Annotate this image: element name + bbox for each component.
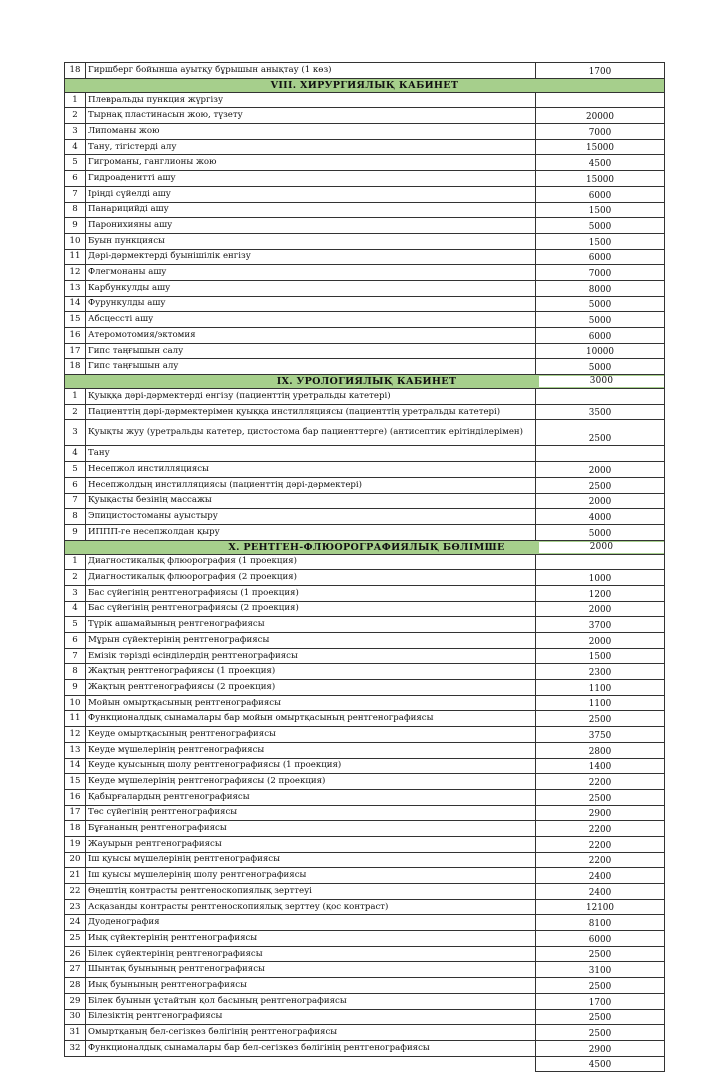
price-cell: 1100	[536, 680, 665, 696]
table-row	[65, 962, 665, 978]
service-name: Іріңді сүйелді ашу	[86, 186, 536, 202]
service-name: Пациенттің дәрі-дәрмектерімен қуыққа инстилляциясы (пациенттің уретральды катетері)	[86, 404, 536, 420]
price-cell: 1200	[536, 585, 665, 601]
service-name: Іш қуысы мүшелерінің рентгенографиясы	[86, 852, 536, 868]
row-number: 4	[65, 601, 86, 617]
row-number: 6	[65, 633, 86, 649]
table-row	[65, 218, 665, 234]
row-number: 5	[65, 617, 86, 633]
table-row	[65, 774, 665, 790]
price-cell: 6000	[536, 328, 665, 344]
price-cell: 2000	[536, 601, 665, 617]
row-number: 13	[65, 742, 86, 758]
service-name: Карбункулды ашу	[86, 280, 536, 296]
price-cell: 20000	[536, 108, 665, 124]
service-name: Эпицистостоманы ауыстыру	[86, 509, 536, 525]
service-name: ИППП-ге несепжолдан қыру	[86, 524, 536, 540]
row-number: 3	[65, 124, 86, 140]
service-name: Кеуде мүшелерінің рентгенографиясы (2 проекция)	[86, 774, 536, 790]
service-name: Дуоденография	[86, 915, 536, 931]
row-number: 9	[65, 680, 86, 696]
row-number: 12	[65, 265, 86, 281]
service-name: Шынтақ буынының рентгенографиясы	[86, 962, 536, 978]
table-row	[65, 202, 665, 218]
row-number: 2	[65, 570, 86, 586]
row-number: 15	[65, 774, 86, 790]
table-row	[65, 884, 665, 900]
price-cell: 1100	[536, 695, 665, 711]
price-cell: 5000	[536, 524, 665, 540]
table-row	[65, 617, 665, 633]
table-row	[65, 446, 665, 462]
price-cell: 2800	[536, 742, 665, 758]
service-name: Өңештің контрасты рентгеноскопиялық зерттеуі	[86, 884, 536, 900]
price-cell: 6000	[536, 249, 665, 265]
section-title-text: IX. УРОЛОГИЯЛЫҚ КАБИНЕТ	[276, 376, 457, 388]
table-row	[65, 389, 665, 405]
price-cell: 10000	[536, 343, 665, 359]
row-number: 14	[65, 296, 86, 312]
row-number: 8	[65, 509, 86, 525]
price-cell: 1400	[536, 758, 665, 774]
price-cell: 2200	[536, 852, 665, 868]
service-name: Дәрі-дәрмектерді буынішілік енгізу	[86, 249, 536, 265]
service-name: Іш қуысы мүшелерінің шолу рентгенографиясы	[86, 868, 536, 884]
row-number: 18	[65, 821, 86, 837]
row-number: 12	[65, 727, 86, 743]
table-row	[65, 946, 665, 962]
price-cell: 2000	[536, 493, 665, 509]
table-row	[65, 648, 665, 664]
row-number: 9	[65, 218, 86, 234]
table-row	[65, 711, 665, 727]
service-name: Төс сүйегінің рентгенографиясы	[86, 805, 536, 821]
table-row	[65, 789, 665, 805]
table-row	[65, 63, 665, 79]
price-cell: 1700	[536, 993, 665, 1009]
service-name: Диагностикалық флюорография (1 проекция)	[86, 554, 536, 570]
table-row	[65, 758, 665, 774]
service-name: Флегмонаны ашу	[86, 265, 536, 281]
table-row	[65, 509, 665, 525]
service-name: Диагностикалық флюорография (2 проекция)	[86, 570, 536, 586]
row-number: 4	[65, 446, 86, 462]
row-number: 11	[65, 711, 86, 727]
service-name: Жақтың рентгенографиясы (2 проекция)	[86, 680, 536, 696]
price-cell: 3500	[536, 404, 665, 420]
row-number: 20	[65, 852, 86, 868]
row-number: 32	[65, 1040, 86, 1056]
price-cell: 4000	[536, 509, 665, 525]
price-cell: 4500	[536, 1056, 665, 1072]
table-row	[65, 312, 665, 328]
table-row	[65, 1009, 665, 1025]
row-number: 5	[65, 462, 86, 478]
price-cell: 2300	[536, 664, 665, 680]
table-row	[65, 328, 665, 344]
row-number: 15	[65, 312, 86, 328]
service-name: Тану, тігістерді алу	[86, 139, 536, 155]
table-row	[65, 493, 665, 509]
service-name: Түрік ашамайының рентгенографиясы	[86, 617, 536, 633]
service-name: Атеромотомия/эктомия	[86, 328, 536, 344]
service-name: Жауырын рентгенографиясы	[86, 836, 536, 852]
service-name: Кеуде мүшелерінің рентгенографиясы	[86, 742, 536, 758]
row-number: 11	[65, 249, 86, 265]
price-cell: 2500	[536, 1009, 665, 1025]
row-number: 1	[65, 389, 86, 405]
price-cell: 15000	[536, 139, 665, 155]
section-header-row	[65, 540, 665, 554]
service-name: Тырнақ пластинасын жою, түзету	[86, 108, 536, 124]
row-number: 9	[65, 524, 86, 540]
table-row	[65, 601, 665, 617]
table-row	[65, 233, 665, 249]
row-number: 21	[65, 868, 86, 884]
table-row	[65, 524, 665, 540]
service-name: Панарицийді ашу	[86, 202, 536, 218]
price-cell: 1000	[536, 570, 665, 586]
price-table	[64, 62, 665, 1072]
table-row	[65, 805, 665, 821]
row-number: 14	[65, 758, 86, 774]
row-number: 23	[65, 899, 86, 915]
price-cell: 2500	[536, 477, 665, 493]
service-name: Гипс таңғышын алу	[86, 359, 536, 375]
row-number: 18	[65, 63, 86, 79]
table-row	[65, 554, 665, 570]
row-number: 7	[65, 493, 86, 509]
price-cell: 2500	[536, 978, 665, 994]
row-number: 27	[65, 962, 86, 978]
table-row	[65, 477, 665, 493]
price-cell: 2500	[536, 789, 665, 805]
price-cell: 7000	[536, 265, 665, 281]
service-name: Қуыққа дәрі-дәрмектерді енгізу (пациенттің уретральды катетері)	[86, 389, 536, 405]
service-name: Білезіктің рентгенографиясы	[86, 1009, 536, 1025]
table-row	[65, 742, 665, 758]
price-cell: 2000	[536, 462, 665, 478]
table-row	[65, 931, 665, 947]
price-cell: 2400	[536, 868, 665, 884]
service-name: Функционалдық сынамалары бар бел-сегізкөз бөлігінің рентгенографиясы	[86, 1040, 536, 1056]
row-number: 7	[65, 648, 86, 664]
table-row	[65, 124, 665, 140]
row-number: 24	[65, 915, 86, 931]
row-number: 16	[65, 789, 86, 805]
price-cell	[536, 554, 665, 570]
row-number: 5	[65, 155, 86, 171]
price-cell: 3100	[536, 962, 665, 978]
service-name: Тану	[86, 446, 536, 462]
row-number: 17	[65, 805, 86, 821]
table-row	[65, 836, 665, 852]
service-name: Несепжол инстилляциясы	[86, 462, 536, 478]
row-number: 1	[65, 92, 86, 108]
service-name: Кеуде қуысының шолу рентгенографиясы (1 проекция)	[86, 758, 536, 774]
row-number: 25	[65, 931, 86, 947]
price-cell: 3700	[536, 617, 665, 633]
price-cell: 3750	[536, 727, 665, 743]
section-header-row	[65, 375, 665, 389]
service-name: Мойын омыртқасының рентгенографиясы	[86, 695, 536, 711]
price-cell: 4500	[536, 155, 665, 171]
service-name: Бұғананың рентгенографиясы	[86, 821, 536, 837]
service-name: Паронихияны ашу	[86, 218, 536, 234]
price-cell: 5000	[536, 218, 665, 234]
price-cell: 6000	[536, 186, 665, 202]
table-row	[65, 343, 665, 359]
price-cell: 1500	[536, 233, 665, 249]
table-row	[65, 899, 665, 915]
row-number: 31	[65, 1025, 86, 1041]
price-cell: 2000	[536, 633, 665, 649]
service-name: Буын пункциясы	[86, 233, 536, 249]
row-number: 17	[65, 343, 86, 359]
service-name: Гидроаденитті ашу	[86, 171, 536, 187]
row-number: 1	[65, 554, 86, 570]
price-cell: 15000	[536, 171, 665, 187]
row-number: 29	[65, 993, 86, 1009]
service-name: Иық буынының рентгенографиясы	[86, 978, 536, 994]
price-cell: 2500	[536, 946, 665, 962]
price-cell	[536, 389, 665, 405]
service-name: Білек сүйектерінің рентгенографиясы	[86, 946, 536, 962]
table-row	[65, 585, 665, 601]
service-name: Қабырғалардың рентгенографиясы	[86, 789, 536, 805]
service-name: Асқазанды контрасты рентгеноскопиялық зерттеу (қос контраст)	[86, 899, 536, 915]
table-row	[65, 664, 665, 680]
price-cell: 2500	[536, 420, 665, 446]
section-title	[65, 375, 665, 389]
service-name: Қуықасты безінің массажы	[86, 493, 536, 509]
price-cell: 2200	[536, 774, 665, 790]
price-cell: 2400	[536, 884, 665, 900]
row-number: 2	[65, 108, 86, 124]
service-name: Омыртқаның бел-сегізкөз бөлігінің рентгенографиясы	[86, 1025, 536, 1041]
table-row	[65, 993, 665, 1009]
table-row	[65, 108, 665, 124]
table-row	[65, 915, 665, 931]
service-name: Кеуде омыртқасының рентгенографиясы	[86, 727, 536, 743]
table-row	[65, 359, 665, 375]
service-name: Фурункулды ашу	[86, 296, 536, 312]
row-number: 13	[65, 280, 86, 296]
row-number: 10	[65, 233, 86, 249]
row-number: 8	[65, 664, 86, 680]
service-name: Мұрын сүйектерінің рентгенографиясы	[86, 633, 536, 649]
row-number: 10	[65, 695, 86, 711]
service-name: Несепжолдың инстилляциясы (пациенттің дәрі-дәрмектері)	[86, 477, 536, 493]
table-row	[65, 171, 665, 187]
price-cell: 1700	[536, 63, 665, 79]
price-cell: 1500	[536, 648, 665, 664]
service-name: Гипс таңғышын салу	[86, 343, 536, 359]
row-number: 19	[65, 836, 86, 852]
row-number: 3	[65, 420, 86, 446]
row-number: 6	[65, 477, 86, 493]
price-cell: 6000	[536, 931, 665, 947]
price-cell: 5000	[536, 312, 665, 328]
row-number: 30	[65, 1009, 86, 1025]
table-row	[65, 296, 665, 312]
price-cell: 8000	[536, 280, 665, 296]
table-row	[65, 868, 665, 884]
row-number: 7	[65, 186, 86, 202]
service-name: Бас сүйегінің рентгенографиясы (1 проекция)	[86, 585, 536, 601]
service-name: Функционалдық сынамалары бар мойын омыртқасының рентгенографиясы	[86, 711, 536, 727]
row-number: 6	[65, 171, 86, 187]
table-row	[65, 1040, 665, 1056]
table-row	[65, 139, 665, 155]
service-name: Бас сүйегінің рентгенографиясы (2 проекция)	[86, 601, 536, 617]
price-cell	[536, 446, 665, 462]
price-cell: 2500	[536, 711, 665, 727]
price-cell: 1500	[536, 202, 665, 218]
table-row	[65, 695, 665, 711]
table-row	[65, 821, 665, 837]
table-row	[65, 420, 665, 446]
row-number: 22	[65, 884, 86, 900]
price-cell: 2900	[536, 1040, 665, 1056]
table-row	[65, 978, 665, 994]
price-cell: 8100	[536, 915, 665, 931]
price-cell: 5000	[536, 296, 665, 312]
table-row	[65, 280, 665, 296]
table-row	[65, 680, 665, 696]
table-row	[65, 727, 665, 743]
service-name: Емізік тәрізді өсінділердің рентгенографиясы	[86, 648, 536, 664]
table-row	[65, 404, 665, 420]
row-number: 8	[65, 202, 86, 218]
service-name: Гиршберг бойынша ауытқу бұрышын анықтау (1 көз)	[86, 63, 536, 79]
row-number: 3	[65, 585, 86, 601]
table-row	[65, 155, 665, 171]
section-title-text: X. РЕНТГЕН-ФЛЮОРОГРАФИЯЛЫҚ БӨЛІМШЕ	[228, 541, 505, 553]
table-row	[65, 265, 665, 281]
service-name: Қуықты жуу (уретральды катетер, цистостома бар пациенттерге) (антисептик ерітінділерімен)	[86, 420, 536, 446]
service-name: Абсцессті ашу	[86, 312, 536, 328]
service-name: Жақтың рентгенографиясы (1 проекция)	[86, 664, 536, 680]
table-tail-row	[65, 1056, 665, 1072]
service-name: Плевральды пункция жүргізу	[86, 92, 536, 108]
service-name: Иық сүйектерінің рентгенографиясы	[86, 931, 536, 947]
row-number: 4	[65, 139, 86, 155]
table-row	[65, 852, 665, 868]
service-name: Гигроманы, ганглионы жою	[86, 155, 536, 171]
price-cell: 2200	[536, 821, 665, 837]
price-cell: 2200	[536, 836, 665, 852]
table-row	[65, 186, 665, 202]
service-name: Липоманы жою	[86, 124, 536, 140]
carry-price: 2000	[539, 542, 664, 553]
carry-price: 3000	[539, 376, 664, 387]
table-row	[65, 92, 665, 108]
price-cell: 7000	[536, 124, 665, 140]
price-cell: 12100	[536, 899, 665, 915]
price-cell: 2500	[536, 1025, 665, 1041]
section-header-row	[65, 78, 665, 92]
row-number: 18	[65, 359, 86, 375]
row-number: 26	[65, 946, 86, 962]
service-name: Білек буынын ұстайтын қол басының рентгенографиясы	[86, 993, 536, 1009]
table-row	[65, 633, 665, 649]
table-row	[65, 1025, 665, 1041]
row-number: 28	[65, 978, 86, 994]
section-title: VIII. ХИРУРГИЯЛЫҚ КАБИНЕТ	[65, 78, 665, 92]
price-cell	[536, 92, 665, 108]
price-cell: 2900	[536, 805, 665, 821]
row-number: 16	[65, 328, 86, 344]
section-title	[65, 540, 665, 554]
table-row	[65, 570, 665, 586]
price-cell: 5000	[536, 359, 665, 375]
row-number: 2	[65, 404, 86, 420]
table-row	[65, 249, 665, 265]
table-row	[65, 462, 665, 478]
